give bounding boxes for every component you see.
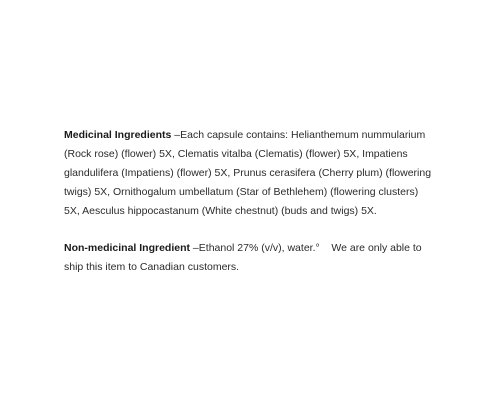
- medicinal-ingredients-paragraph: [64, 126, 434, 221]
- shipping-notice: We are only able to ship this item to Canadian customers.: [64, 242, 425, 273]
- non-medicinal-ingredient-paragraph: [64, 239, 434, 277]
- ingredients-section: [64, 126, 434, 277]
- non-medicinal-ingredient-label: Non-medicinal Ingredient: [64, 242, 191, 254]
- medicinal-ingredients-label: Medicinal Ingredients: [64, 129, 172, 141]
- medicinal-ingredients-text: –Each capsule contains: Helianthemum nummularium (Rock rose) (flower) 5X, Clematis vitalba (Clematis) (flower) 5X, Impatiens glandulifera (Impatiens) (flower) 5X, Prunus cerasifera (Cherry plum) (flowering twigs) 5X, Ornithogalum umbellatum (Star of Bethlehem) (flowering clusters) 5X, Aesculus hippocastanum (White chestnut) (buds and twigs) 5X.: [64, 129, 432, 217]
- non-medicinal-ingredient-text: –Ethanol 27% (v/v), water.°: [190, 242, 320, 254]
